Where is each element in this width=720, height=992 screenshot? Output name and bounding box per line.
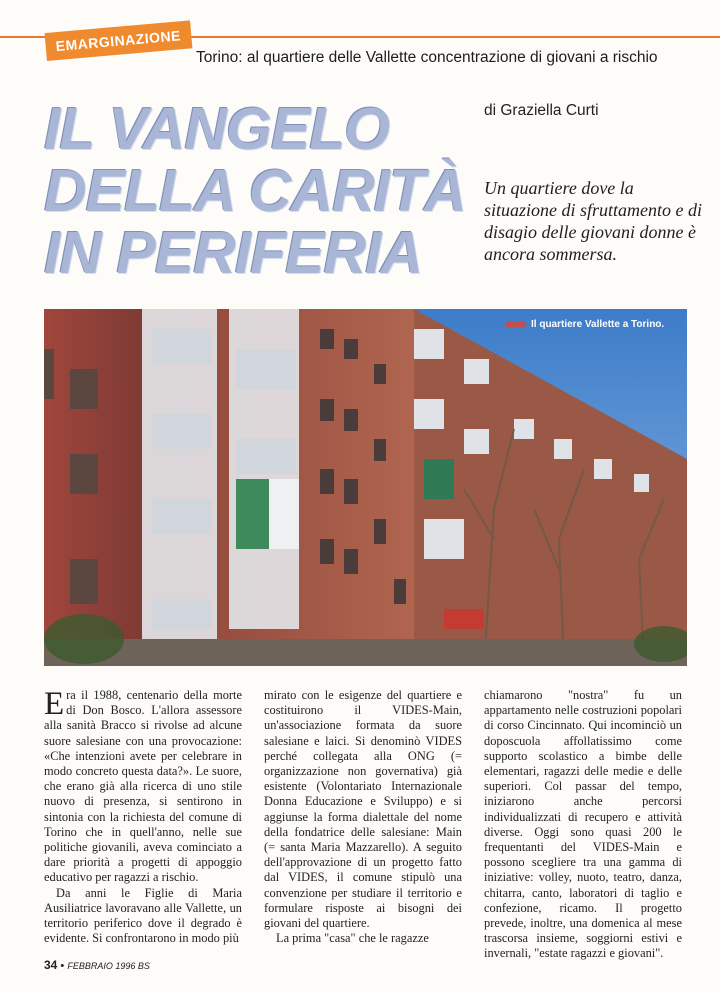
- column-3: [484, 688, 682, 962]
- standfirst: Un quartiere dove la situazione di sfruttamento e di disagio delle giovani donne è ancora sommersa.: [484, 178, 702, 264]
- headline: [44, 98, 474, 284]
- paragraph-3: La prima "casa" che le ragazze: [276, 931, 429, 946]
- deck-line: Torino: al quartiere delle Vallette concentrazione di giovani a rischio: [196, 49, 658, 66]
- building-photo: [44, 309, 687, 666]
- caption-text: Il quartiere Vallette a Torino.: [531, 319, 665, 330]
- paragraph-1-text: ra il 1988, centenario della morte di Don Bosco. L'allora assessore alla sanità Bracco si rivolse ad alcune suore salesiane con una provocazione: «Che intenzioni avete per celebrare in modo concreto questa data?». Le suore, che erano già alla ricerca di uno stile nuovo di presenza, si sentirono in sintonia con la richiesta del comune di Torino che in quell'anno, nelle sue politiche giovanili, aveva cominciato a dare priorità a progetti di appoggio educativo per ragazzi a rischio.: [44, 688, 242, 885]
- headline-line-2: DELLA CARITÀ: [44, 158, 466, 224]
- headline-line-1: IL VANGELO: [44, 96, 390, 162]
- paragraph-1: [44, 688, 242, 886]
- page-number: 34: [44, 958, 58, 972]
- photo-caption: [506, 319, 664, 330]
- headline-line-3: IN PERIFERIA: [44, 220, 423, 286]
- section-kicker: EMARGINAZIONE: [45, 20, 192, 61]
- caption-marker: [506, 322, 526, 327]
- paragraph-3-cont: chiamarono "nostra" fu un appartamento nelle costruzioni popolari di corso Cincinnato. Qui incominciò un doposcuola affollatissimo come supporto scolastico a bimbe delle elementari, ragazzi delle medie e delle superiori. Col passar del tempo, iniziarono anche percorsi individualizzati di recupero e attività diverse. Oggi sono quasi 200 le frequentanti del VIDES-Main e possono scegliere tra una gamma di iniziative: volley, nuoto, teatro, danza, chitarra, canto, laboratori di taglio e confezione, ricamo. Il progetto prevede, inoltre, una domenica al mese trascorsa insieme, soggiorni estivi e invernali, "estate ragazzi e giovani".: [484, 688, 682, 961]
- column-2: [264, 688, 462, 946]
- issue-label: FEBBRAIO 1996 BS: [67, 961, 150, 971]
- column-1: [44, 688, 242, 946]
- paragraph-2: Da anni le Figlie di Maria Ausiliatrice lavoravano alle Vallette, un territorio periferico dove il degrado è evidente. Si confrontarono in modo più: [44, 885, 242, 946]
- page-folio: 34 • FEBBRAIO 1996 BS: [44, 958, 150, 972]
- byline: di Graziella Curti: [484, 102, 599, 119]
- drop-cap: E: [44, 686, 65, 722]
- paragraph-2-cont: mirato con le esigenze del quartiere e costituirono il VIDES-Main, un'associazione formata da suore salesiane e laici. Si denominò VIDES perché collegata alla ONG (= organizzazione non governativa) già esistente (Volontariato Internazionale Donna Educazione e Sviluppo) e si aggiunse la forma dialettale del nome della fondatrice delle salesiane: Main (= santa Maria Mazzarello). A seguito dell'approvazione di un progetto fatto dal VIDES, il comune stipulò una convenzione per studiare il territorio e formulare risposte ai bisogni dei giovani del quartiere.: [264, 688, 462, 931]
